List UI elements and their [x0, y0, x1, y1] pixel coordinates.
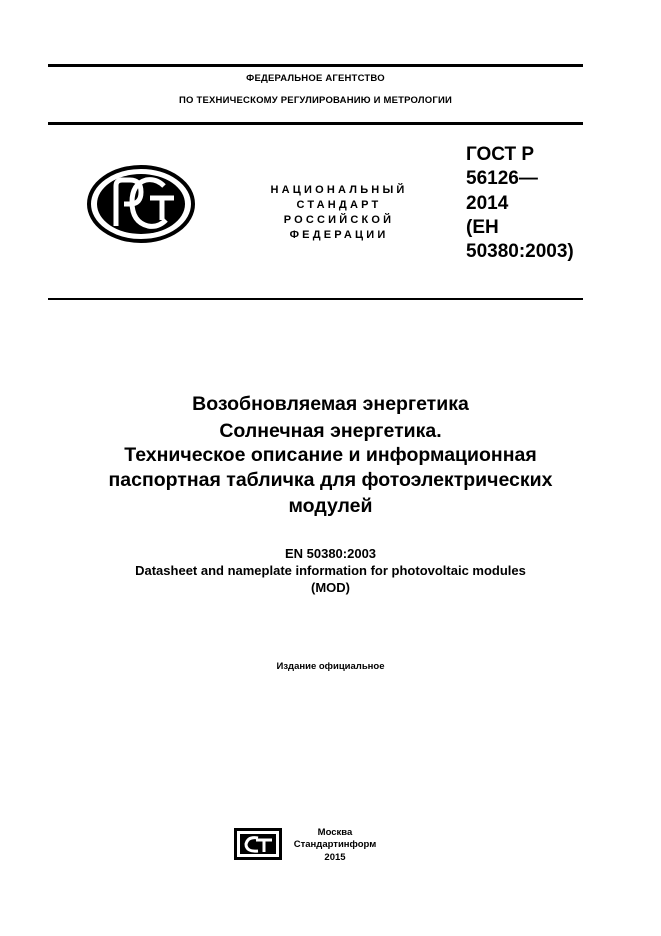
publisher-name: Стандартинформ — [293, 839, 377, 850]
designation-line-5: 50380:2003) — [466, 241, 574, 262]
designation-rule — [48, 298, 583, 300]
standard-type-line-3: РОССИЙСКОЙ — [283, 214, 395, 226]
designation-line-4: (ЕН — [466, 217, 499, 238]
designation-line-1: ГОСТ Р — [466, 144, 535, 165]
title-line-1: Возобновляемая энергетика — [192, 393, 469, 415]
standartinform-logo-icon — [232, 826, 284, 862]
publisher-city: Москва — [317, 827, 353, 838]
standard-type-line-2: СТАНДАРТ — [296, 199, 382, 211]
header-rule — [48, 122, 583, 125]
agency-line-1: ФЕДЕРАЛЬНОЕ АГЕНТСТВО — [246, 73, 385, 84]
publisher-year: 2015 — [324, 852, 346, 863]
designation-line-2: 56126— — [466, 168, 538, 189]
title-line-5: модулей — [288, 495, 373, 517]
top-rule — [48, 64, 583, 67]
edition-label: Издание официальное — [276, 661, 385, 672]
title-line-4: паспортная табличка для фотоэлектрических — [108, 469, 553, 491]
en-title: Datasheet and nameplate information for photovoltaic modules — [135, 563, 526, 578]
title-line-2: Солнечная энергетика. — [219, 420, 442, 442]
standard-type-line-1: НАЦИОНАЛЬНЫЙ — [270, 184, 408, 196]
designation-line-3: 2014 — [466, 193, 509, 214]
en-mod: (MOD) — [311, 580, 350, 595]
en-code: EN 50380:2003 — [284, 546, 377, 561]
title-line-3: Техническое описание и информационная — [124, 444, 537, 466]
rst-logo-icon — [86, 164, 196, 244]
agency-line-2: ПО ТЕХНИЧЕСКОМУ РЕГУЛИРОВАНИЮ И МЕТРОЛОГИИ — [179, 95, 452, 106]
standard-type-line-4: ФЕДЕРАЦИИ — [289, 229, 389, 241]
